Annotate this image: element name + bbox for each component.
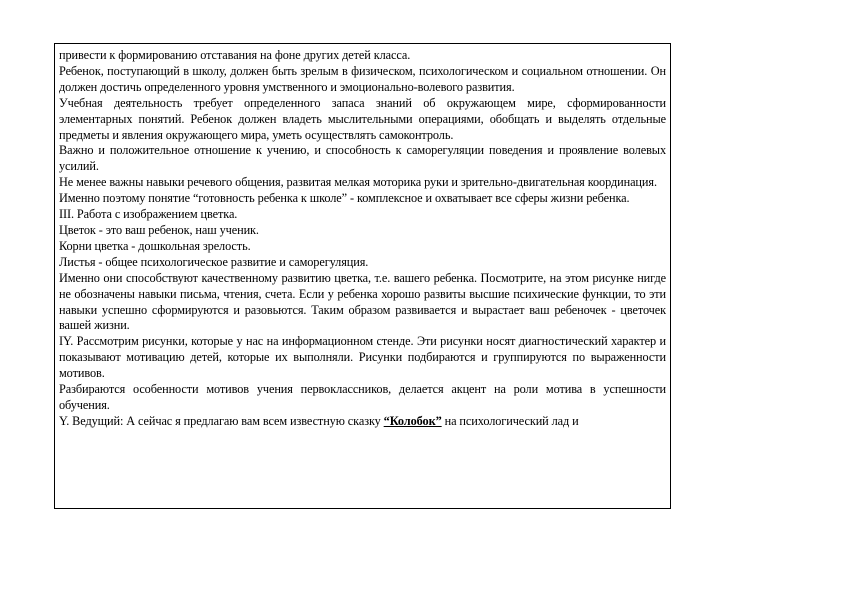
paragraph: Важно и положительное отношение к учению, и способность к саморегуляции поведения и проявление волевых усилий. [59,143,666,174]
paragraph: Учебная деятельность требует определенного запаса знаний об окружающем мире, сформированности элементарных понятий. Ребенок должен владеть мыслительными операциями, обобщать и выделять отдельные предметы и явления окружающего мира, уметь осуществлять самоконтроль. [59,95,666,142]
paragraph: IY. Рассмотрим рисунки, которые у нас на информационном стенде. Эти рисунки носят диагностический характер и показывают мотивацию детей, которые их выполняли. Рисунки подбираются и группируются по выраженности мотивов. [59,334,666,381]
text-table-cell [54,43,671,509]
paragraph: Цветок - это ваш ребенок, наш ученик. [59,222,259,237]
paragraph: Именно поэтому понятие “готовность ребенка к школе” - комплексное и охватывает все сферы жизни ребенка. [59,191,630,206]
paragraph: Именно они способствуют качественному развитию цветка, т.е. вашего ребенка. Посмотрите, на этом рисунке нигде не обозначены навыки письма, чтения, счета. Если у ребенка хорошо развиты высшие психические функции, то эти навыки успешно сформируются и разовьются. Таким образом развивается и вырастает ваш ребеночек - цветочек вашей жизни. [59,270,666,333]
last-paragraph-before: Y. Ведущий: А сейчас я предлагаю вам всем известную сказку [59,413,384,428]
paragraph: Корни цветка - дошкольная зрелость. [59,238,251,253]
paragraph: Ребенок, поступающий в школу, должен быть зрелым в физическом, психологическом и социальном отношении. Он должен достичь определенного уровня умственного и эмоционально-волевого развития. [59,63,666,94]
fairy-tale-title-link[interactable]: “Колобок” [383,413,442,428]
paragraph: привести к формированию отставания на фоне других детей класса. [59,48,411,62]
last-paragraph-after: на психологический лад и [441,413,579,428]
paragraph: Листья - общее психологическое развитие и саморегуляция. [59,254,369,269]
section-heading: III. Работа с изображением цветка. [59,207,238,222]
last-paragraph [59,414,666,430]
paragraph: Разбираются особенности мотивов учения первоклассников, делается акцент на роли мотива в успешности обучения. [59,382,666,412]
paragraph: Не менее важны навыки речевого общения, развитая мелкая моторика руки и зрительно-двигательная координация. [59,175,657,190]
